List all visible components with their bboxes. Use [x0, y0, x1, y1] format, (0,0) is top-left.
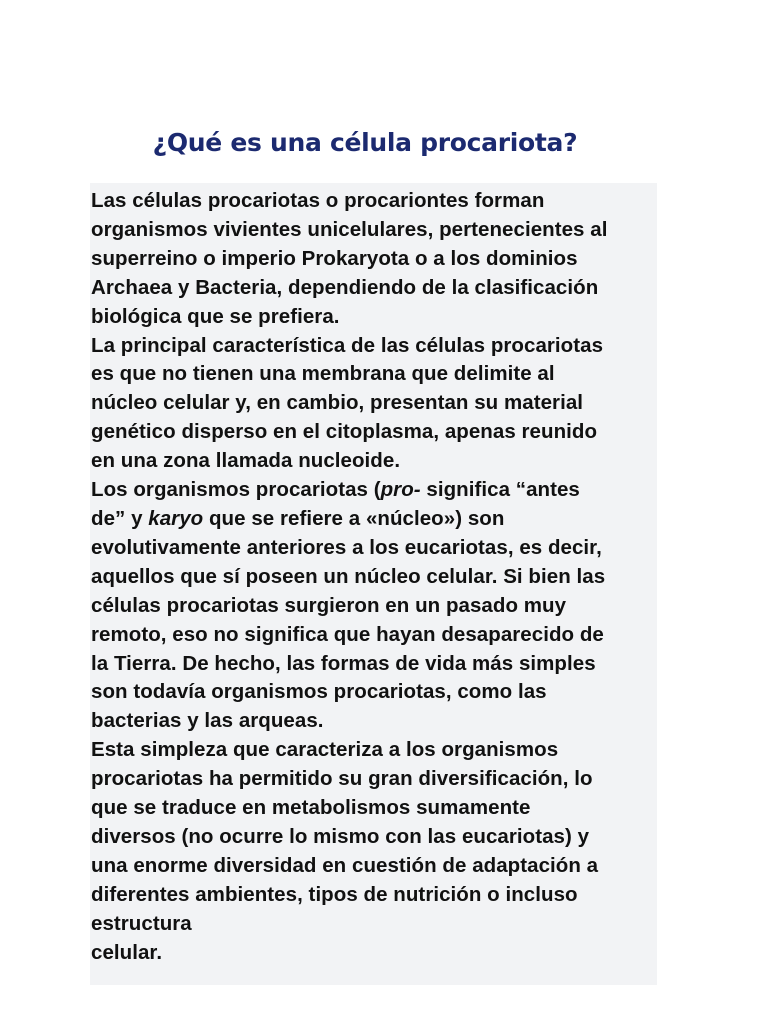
paragraph-3 — [91, 476, 657, 736]
paragraph-3-text-2: significa “antes de” y — [91, 478, 580, 530]
paragraph-3-text-1: Los organismos procariotas ( — [91, 478, 381, 502]
paragraph-3-text-3: que se refiere a «núcleo») son evolutivamente anteriores a los eucariotas, es decir, aquellos que sí poseen un núcleo celular. Si bien las células procariotas surgieron en un pasado muy remoto, eso no significa que hayan desaparecido de la Tierra. De hecho, las formas de vida más simples son todavía organismos procariotas, como las bacterias y las arqueas. — [91, 506, 606, 733]
prefix-pro: pro- — [380, 478, 421, 502]
paragraph-1: Las células procariotas o procariontes forman organismos vivientes unicelulares, pertenecientes al superreino o imperio Prokaryota o a los dominios Archaea y Bacteria, dependiendo de la clasificación biológica que se prefiera. — [91, 189, 608, 328]
prefix-karyo: karyo — [148, 506, 204, 530]
paragraph-2: La principal característica de las células procariotas es que no tienen una membrana que delimite al núcleo celular y, en cambio, presentan su material genético disperso en el citoplasma, apenas reunido en una zona llamada nucleoide. — [91, 333, 604, 473]
text-box — [90, 183, 657, 985]
page-title: ¿Qué es una célula procariota? — [152, 128, 578, 157]
paragraph-4: Esta simpleza que caracteriza a los organismos procariotas ha permitido su gran diversificación, lo que se traduce en metabolismos sumamente diversos (no ocurre lo mismo con las eucariotas) y una enorme diversidad en cuestión de adaptación a diferentes ambientes, tipos de nutrición o incluso estructura celular. — [91, 738, 599, 964]
